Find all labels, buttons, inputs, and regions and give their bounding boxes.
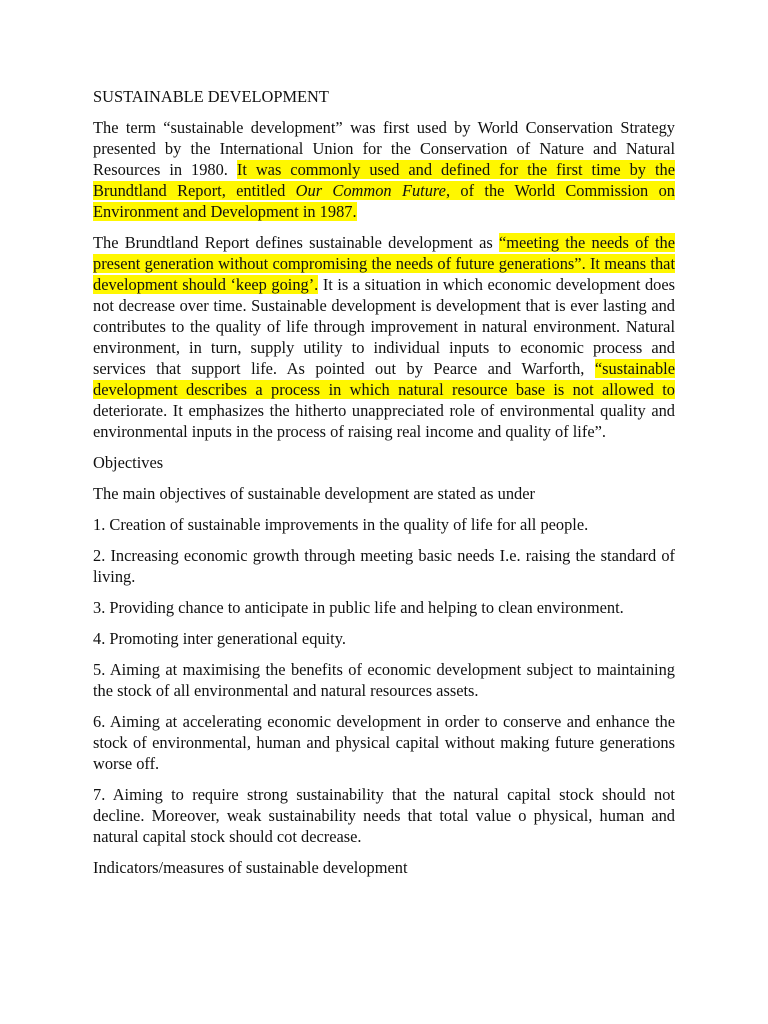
list-item: 5. Aiming at maximising the benefits of economic development subject to maintaining the stock of all environmental and natural resources assets. <box>93 660 675 700</box>
list-item: 2. Increasing economic growth through meeting basic needs I.e. raising the standard of living. <box>93 546 675 586</box>
highlighted-text-segment: It was commonly used and defined for the first time by the Brundtland Report, entitled <box>93 160 675 200</box>
indicators-heading: Indicators/measures of sustainable development <box>93 858 408 877</box>
paragraph-text: deteriorate. It emphasizes the hitherto unappreciated role of environmental quality and environmental inputs in the process of raising real income and quality of life”. <box>93 401 675 441</box>
paragraph-brundtland-definition <box>93 232 675 442</box>
list-item: 3. Providing chance to anticipate in public life and helping to clean environment. <box>93 598 624 617</box>
list-item: 6. Aiming at accelerating economic development in order to conserve and enhance the stock of environmental, human and physical capital without making future generations worse off. <box>93 712 675 773</box>
highlighted-text-segment: , of the World Commission on Environment and Development in 1987. <box>93 181 675 221</box>
document-title: SUSTAINABLE DEVELOPMENT <box>93 87 329 106</box>
document-page <box>93 86 675 878</box>
objectives-intro: The main objectives of sustainable development are stated as under <box>93 484 535 503</box>
objectives-heading: Objectives <box>93 453 164 472</box>
paragraph-text: The Brundtland Report defines sustainable development as <box>93 233 499 252</box>
paragraph-text: The term “sustainable development” was first used by World Conservation Strategy presented by the International Union for the Conservation of Nature and Natural Resources in 1980. <box>93 118 675 179</box>
objectives-list <box>93 514 675 847</box>
paragraph-text: It is a situation in which economic development does not decrease over time. Sustainable development is development that is ever lasting and contributes to the quality of life through improvement in natural environment. Natural environment, in turn, supply utility to individual inputs to economic process and services that support life. As pointed out by Pearce and Warforth, <box>93 275 675 378</box>
highlighted-text: “meeting the needs of the present generation without compromising the needs of future generations”. It means that development should ‘keep going’. <box>93 233 676 294</box>
list-item: 1. Creation of sustainable improvements in the quality of life for all people. <box>93 515 589 534</box>
book-title: Our Common Future <box>295 181 446 200</box>
list-item: 4. Promoting inter generational equity. <box>93 629 346 648</box>
paragraph-definition-origin <box>93 117 675 222</box>
list-item: 7. Aiming to require strong sustainability that the natural capital stock should not decline. Moreover, weak sustainability needs that total value o physical, human and natural capital stock should cot decrease. <box>93 785 675 846</box>
highlighted-text: “sustainable development describes a process in which natural resource base is not allowed to <box>93 359 675 399</box>
